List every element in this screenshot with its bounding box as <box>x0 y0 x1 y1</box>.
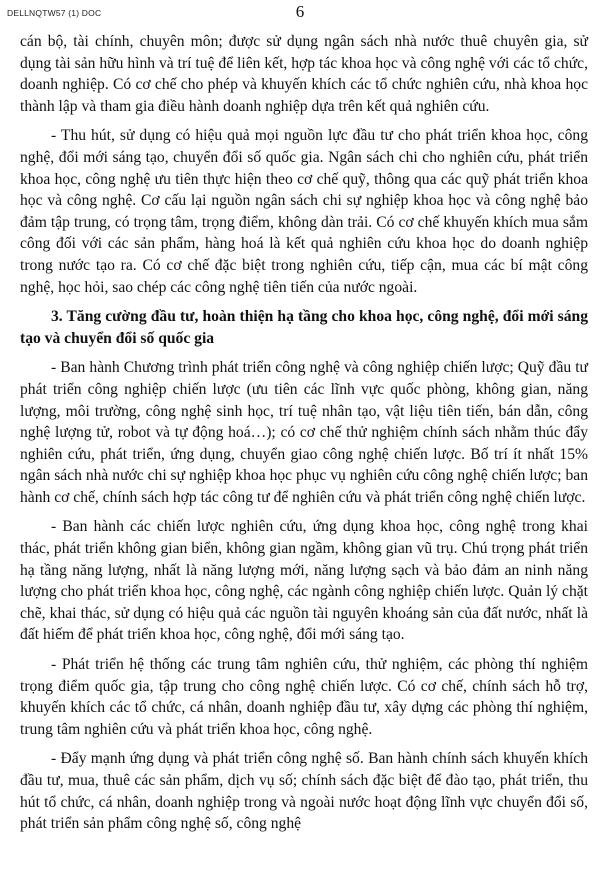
paragraph-continued: cán bộ, tài chính, chuyên môn; được sử dụng ngân sách nhà nước thuê chuyên gia, sử dụng tài sản hữu hình và trí tuệ để liên kết, hợp tác khoa học và công nghệ với các tổ chức, doanh nghiệp. Có cơ chế cho phép và khuyến khích các tổ chức nghiên cứu, nhà khoa học thành lập và tham gia điều hành doanh nghiệp dựa trên kết quả nghiên cứu. <box>20 33 588 115</box>
section-heading-3: 3. Tăng cường đầu tư, hoàn thiện hạ tầng cho khoa học, công nghệ, đổi mới sáng tạo và chuyển đổi số quốc gia <box>20 308 588 347</box>
paragraph-digital-technology: - Đẩy mạnh ứng dụng và phát triển công nghệ số. Ban hành chính sách khuyến khích đầu tư, mua, thuê các sản phẩm, dịch vụ số; chính sách đặc biệt để đào tạo, phát triển, thu hút tổ chức, cá nhân, doanh nghiệp trong và ngoài nước hoạt động lĩnh vực chuyển đổi số, phát triển sản phẩm công nghệ số, công nghệ <box>20 750 588 833</box>
paragraph-investment-resources: - Thu hút, sử dụng có hiệu quả mọi nguồn lực đầu tư cho phát triển khoa học, công nghệ, đổi mới sáng tạo, chuyển đổi số quốc gia. Ngân sách chi cho nghiên cứu, phát triển khoa học, công nghệ ưu tiên thực hiện theo cơ chế quỹ, thông qua các quỹ phát triển khoa học và công nghệ. Cơ cấu lại nguồn ngân sách chi sự nghiệp khoa học và công nghệ bảo đảm tập trung, có trọng tâm, trọng điểm, không dàn trải. Có cơ chế khuyến khích mua sắm công đối với các sản phẩm, hàng hoá là kết quả nghiên cứu khoa học do doanh nghiệp trong nước tạo ra. Có cơ chế đặc biệt trong nghiên cứu, tiếp cận, mua các bí mật công nghệ, học hỏi, sao chép các công nghệ tiên tiến của nước ngoài. <box>20 127 588 296</box>
paragraph-strategic-technology-program: - Ban hành Chương trình phát triển công nghệ và công nghiệp chiến lược; Quỹ đầu tư phát triển công nghiệp chiến lược (ưu tiên các lĩnh vực quốc phòng, không gian, năng lượng, môi trường, công nghệ sinh học, trí tuệ nhân tạo, vật liệu tiên tiến, bán dẫn, công nghệ lượng tử, robot và tự động hoá…); có cơ chế thử nghiệm chính sách nhằm thúc đẩy nghiên cứu, phát triển, ứng dụng, chuyển giao công nghệ chiến lược. Bố trí ít nhất 15% ngân sách nhà nước chi sự nghiệp khoa học phục vụ nghiên cứu công nghệ chiến lược; ban hành cơ chế, chính sách hợp tác công tư để nghiên cứu và phát triển công nghệ chiến lược. <box>20 359 588 506</box>
paragraph-research-centers: - Phát triển hệ thống các trung tâm nghiên cứu, thử nghiệm, các phòng thí nghiệm trọng điểm quốc gia, tập trung cho công nghệ chiến lược. Có cơ chế, chính sách hỗ trợ, khuyến khích các tổ chức, cá nhân, doanh nghiệp đầu tư, xây dựng các phòng thí nghiệm, trung tâm nghiên cứu và phát triển khoa học, công nghệ. <box>20 656 588 738</box>
page-number: 6 <box>295 2 305 21</box>
document-code-label: DELLNQTW57 (1) DOC <box>7 8 102 18</box>
paragraph-research-strategies: - Ban hành các chiến lược nghiên cứu, ứng dụng khoa học, công nghệ trong khai thác, phát triển không gian biển, không gian ngầm, không gian vũ trụ. Chú trọng phát triển hạ tầng năng lượng, nhất là năng lượng mới, năng lượng sạch và bảo đảm an ninh năng lượng cho phát triển khoa học, công nghệ, các ngành công nghiệp chiến lược. Quản lý chặt chẽ, khai thác, sử dụng có hiệu quả các nguồn tài nguyên khoáng sản của đất nước, nhất là đất hiếm để phát triển khoa học, công nghệ, đổi mới sáng tạo. <box>20 518 588 644</box>
document-body <box>20 31 588 843</box>
